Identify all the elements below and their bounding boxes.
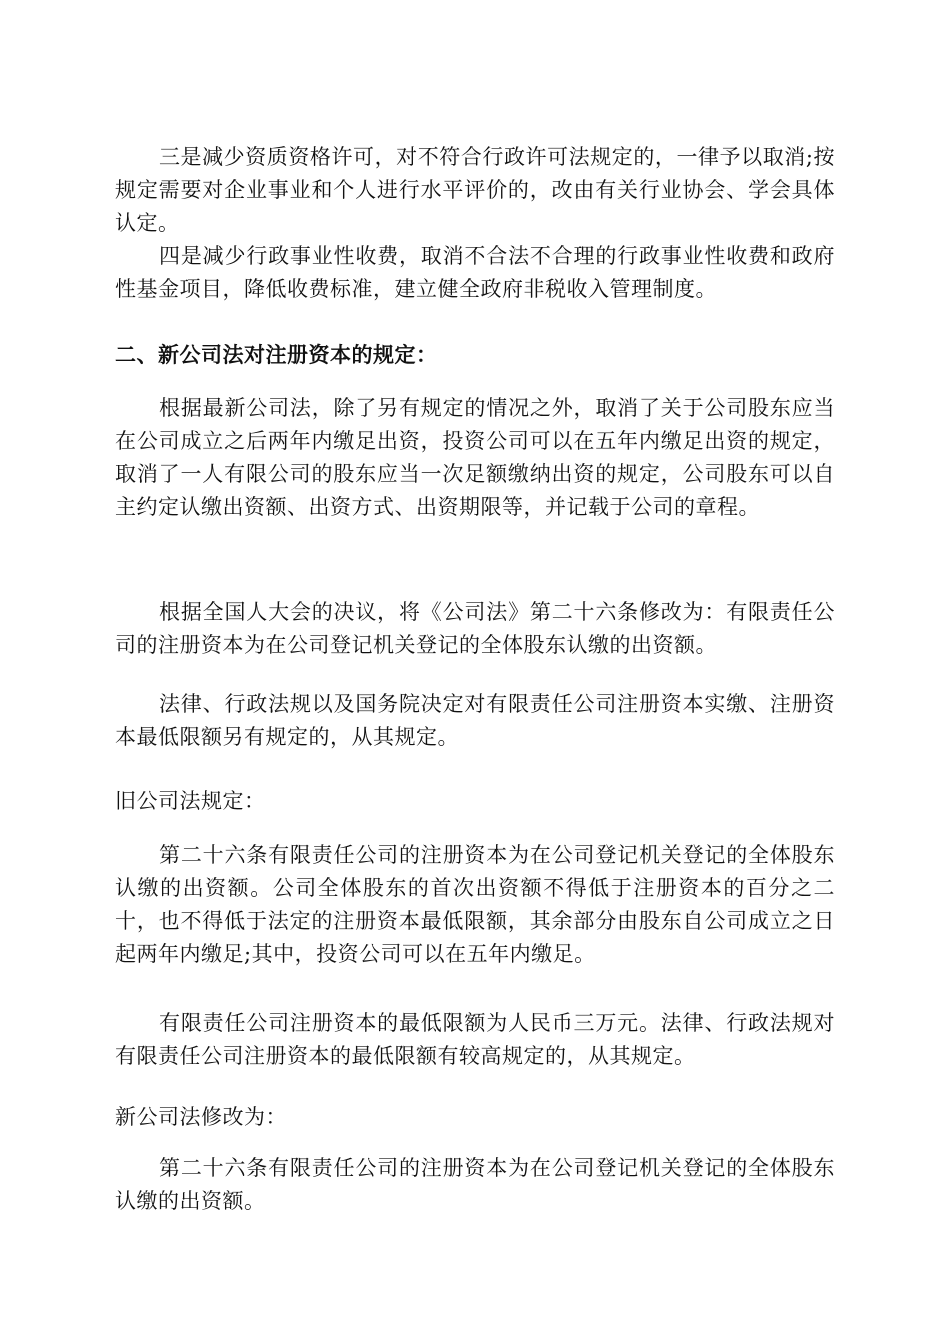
paragraph-new-company-law-summary: 根据最新公司法，除了另有规定的情况之外，取消了关于公司股东应当在公司成立之后两年内缴足出资，投资公司可以在五年内缴足出资的规定，取消了一人有限公司的股东应当一次足额缴纳出资的规定，公司股东可以自主约定认缴出资额、出资方式、出资期限等，并记载于公司的章程。	[115, 396, 835, 519]
paragraph-old-article-26: 第二十六条有限责任公司的注册资本为在公司登记机关登记的全体股东认缴的出资额。公司全体股东的首次出资额不得低于注册资本的百分之二十，也不得低于法定的注册资本最低限额，其余部分由股东自公司成立之日起两年内缴足;其中，投资公司可以在五年内缴足。	[115, 843, 835, 966]
section-heading-registered-capital: 二、新公司法对注册资本的规定：	[115, 343, 438, 367]
paragraph-npc-resolution: 根据全国人大会的决议，将《公司法》第二十六条修改为：有限责任公司的注册资本为在公司登记机关登记的全体股东认缴的出资额。	[115, 600, 835, 657]
label-old-company-law: 旧公司法规定：	[115, 789, 266, 813]
paragraph-fee-reduction: 四是减少行政事业性收费，取消不合法不合理的行政事业性收费和政府性基金项目，降低收费标准，建立健全政府非税收入管理制度。	[115, 244, 835, 301]
paragraph-old-minimum-capital: 有限责任公司注册资本的最低限额为人民币三万元。法律、行政法规对有限责任公司注册资本的最低限额有较高规定的，从其规定。	[115, 1011, 835, 1068]
label-new-company-law: 新公司法修改为：	[115, 1105, 287, 1129]
paragraph-new-article-26: 第二十六条有限责任公司的注册资本为在公司登记机关登记的全体股东认缴的出资额。	[115, 1156, 835, 1213]
paragraph-regulation-exception: 法律、行政法规以及国务院决定对有限责任公司注册资本实缴、注册资本最低限额另有规定的，从其规定。	[115, 692, 835, 749]
paragraph-qualification-reduction: 三是减少资质资格许可，对不符合行政许可法规定的，一律予以取消;按规定需要对企业事业和个人进行水平评价的，改由有关行业协会、学会具体认定。	[115, 145, 835, 235]
